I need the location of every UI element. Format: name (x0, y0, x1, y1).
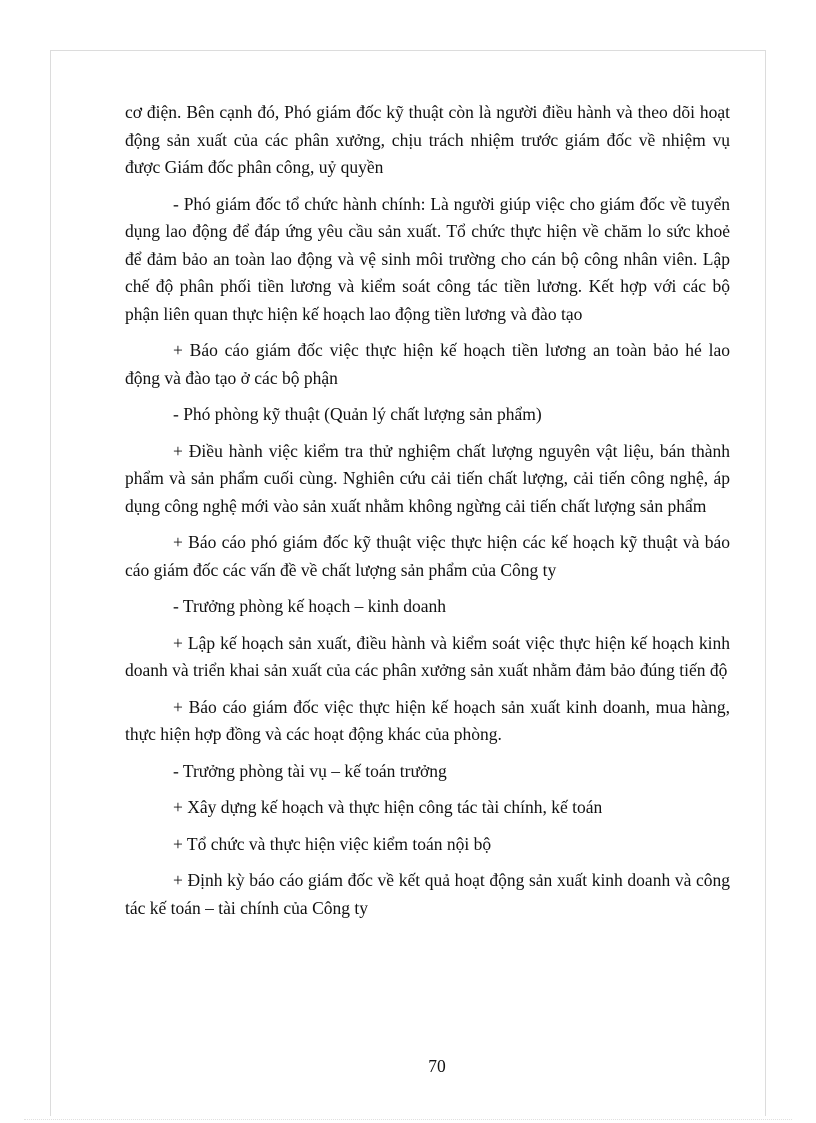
paragraph-tech-deputy-head: - Phó phòng kỹ thuật (Quản lý chất lượng sản phẩm) (173, 404, 542, 424)
paragraph-finance-plan: + Xây dựng kế hoạch và thực hiện công tác tài chính, kế toán (173, 797, 603, 817)
paragraph-production-plan: + Lập kế hoạch sản xuất, điều hành và kiểm soát việc thực hiện kế hoạch kinh doanh và triển khai sản xuất của các phân xưởng sản xuất nhằm đảm bảo đúng tiến độ (125, 632, 730, 680)
paragraph-periodic-report: + Định kỳ báo cáo giám đốc về kết quả hoạt động sản xuất kinh doanh và công tác kế toán – tài chính của Công ty (125, 870, 730, 918)
bottom-rule (24, 1119, 792, 1120)
paragraph-report-tech: + Báo cáo phó giám đốc kỹ thuật việc thực hiện các kế hoạch kỹ thuật và báo cáo giám đốc các vấn đề về chất lượng sản phẩm của Công ty (125, 532, 730, 580)
paragraph-report-salary: + Báo cáo giám đốc việc thực hiện kế hoạch tiền lương an toàn bảo hé lao động và đào tạo ở các bộ phận (125, 340, 730, 388)
paragraph-admin-deputy: - Phó giám đốc tổ chức hành chính: Là người giúp việc cho giám đốc về tuyển dụng lao động để đáp ứng yêu cầu sản xuất. Tổ chức thực hiện về chăm lo sức khoẻ để đảm bảo an toàn lao động và vệ sinh môi trường cho cán bộ công nhân viên. Lập chế độ phân phối tiền lương và kiểm soát công tác tiền lương. Kết hợp với các bộ phận liên quan thực hiện kế hoạch lao động tiền lương và đào tạo (125, 193, 730, 324)
paragraph-finance-head: - Trưởng phòng tài vụ – kế toán trưởng (173, 760, 447, 781)
paragraph-continuation: cơ điện. Bên cạnh đó, Phó giám đốc kỹ thuật còn là người điều hành và theo dõi hoạt động sản xuất của các phân xưởng, chịu trách nhiệm trước giám đốc về nhiệm vụ được Giám đốc phân công, uỷ quyền (125, 102, 730, 177)
paragraph-quality-control: + Điều hành việc kiểm tra thử nghiệm chất lượng nguyên vật liệu, bán thành phẩm và sản phẩm cuối cùng. Nghiên cứu cải tiến chất lượng, cải tiến công nghệ, áp dụng công nghệ mới vào sản xuất nhằm không ngừng cải tiến chất lượng sản phẩm (125, 440, 730, 516)
page-number: 70 (428, 1056, 446, 1076)
paragraph-planning-head: - Trưởng phòng kế hoạch – kinh doanh (173, 596, 446, 616)
paragraph-internal-audit: + Tổ chức và thực hiện việc kiểm toán nội bộ (173, 833, 492, 854)
paragraph-report-business: + Báo cáo giám đốc việc thực hiện kế hoạch sản xuất kinh doanh, mua hàng, thực hiện hợp đồng và các hoạt động khác của phòng. (125, 696, 730, 744)
document-body (125, 99, 730, 931)
